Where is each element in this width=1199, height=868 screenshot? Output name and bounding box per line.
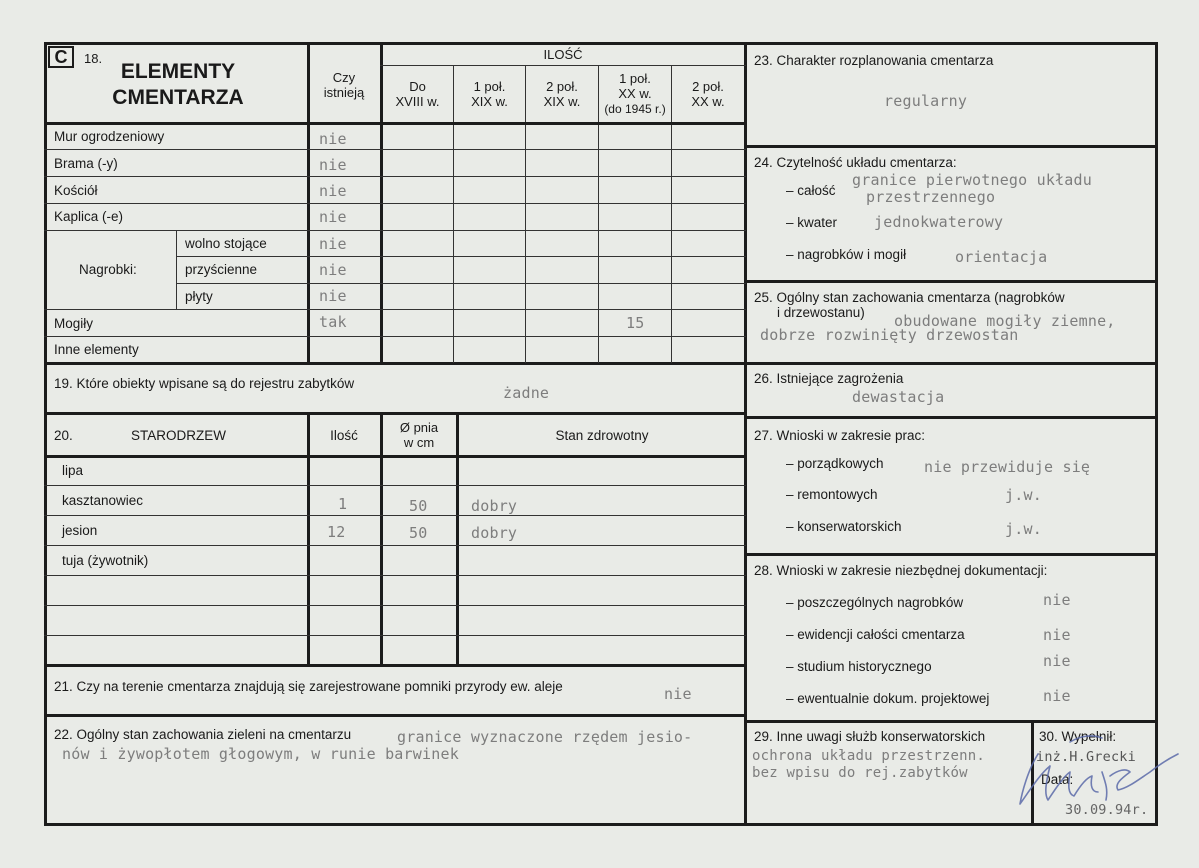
- sec30-name: inż.H.Grecki: [1036, 749, 1136, 765]
- period-l2: XVIII w.: [395, 94, 440, 109]
- tree-diam: 50: [409, 524, 428, 542]
- sec24-label: 24. Czytelność układu cmentarza:: [754, 155, 957, 170]
- sec30-date: 30.09.94r.: [1065, 802, 1149, 818]
- nagrobki-label: Nagrobki:: [79, 262, 137, 277]
- row-label: Kościół: [54, 183, 98, 198]
- sec29-value-2: bez wpisu do rej.zabytków: [752, 765, 968, 781]
- sec28-item-value: nie: [1043, 687, 1071, 705]
- divider-19-20: [44, 412, 746, 415]
- period-l2: XX w.: [691, 94, 725, 109]
- grid-line: [176, 230, 177, 309]
- grid-line: [453, 65, 454, 363]
- calosc-value-2: przestrzennego: [866, 188, 996, 206]
- row-label: Mogiły: [54, 316, 94, 331]
- sec28-item-label: – studium historycznego: [786, 659, 932, 674]
- nagrobkow-label: – nagrobków i mogił: [786, 247, 907, 262]
- tree-diam: 50: [409, 497, 428, 515]
- period-l1: 1 poł.: [619, 71, 651, 86]
- sec20-number: 20.: [54, 428, 73, 443]
- col-pien-l2: w cm: [403, 435, 435, 450]
- signature-scribble: [1010, 722, 1190, 822]
- calosc-value-1: granice pierwotnego układu: [852, 171, 1092, 189]
- sec25-label-2: i drzewostanu): [777, 305, 865, 320]
- sec28-item-value: nie: [1043, 652, 1071, 670]
- czy-l1: Czy: [332, 70, 356, 85]
- sec28-item-value: nie: [1043, 591, 1071, 609]
- kwater-value: jednokwaterowy: [874, 213, 1004, 231]
- sec20-title: STARODRZEW: [131, 428, 226, 443]
- grid-line: [671, 65, 672, 363]
- typed-value: nie: [319, 287, 347, 305]
- grid-line: [307, 413, 310, 665]
- period-l1: 1 poł.: [473, 79, 506, 94]
- sec30-label: 30. Wypełnił:: [1039, 729, 1117, 744]
- tree-name: lipa: [62, 463, 84, 478]
- row-label: Brama (-y): [54, 156, 118, 171]
- period-l3: (do 1945 r.): [604, 102, 666, 116]
- sec18-title-2: CMENTARZA: [112, 86, 244, 109]
- sec26-value: dewastacja: [852, 388, 945, 406]
- divider-23-24: [744, 145, 1158, 148]
- sec18-title-1: ELEMENTY: [120, 60, 236, 83]
- czy-istnieja-header: [309, 70, 379, 100]
- row-label: przyścienne: [185, 262, 258, 277]
- sec28-item-label: – poszczególnych nagrobków: [786, 595, 964, 610]
- grid-line: [44, 176, 746, 177]
- divider-26-27: [744, 416, 1158, 419]
- grid-line: [176, 283, 746, 284]
- sec27-item-value: nie przewiduje się: [924, 458, 1091, 476]
- sec25-label-1: 25. Ogólny stan zachowania cmentarza (nagrobków: [754, 290, 1065, 305]
- typed-value: nie: [319, 156, 347, 174]
- divider-20-21: [44, 664, 746, 667]
- divider-21-22: [44, 714, 746, 717]
- grid-line: [44, 309, 746, 310]
- divider-25-26: [744, 362, 1158, 365]
- sec27-item-value: j.w.: [1005, 520, 1042, 538]
- sec28-item-label: – ewidencji całości cmentarza: [786, 627, 965, 642]
- sec25-value-2: dobrze rozwinięty drzewostan: [760, 326, 1019, 344]
- sec22-value-2: nów i żywopłotem głogowym, w runie barwinek: [62, 745, 459, 763]
- sec30-date-label: Data:: [1041, 772, 1074, 787]
- grid-line: [44, 336, 746, 337]
- sec27-label: 27. Wnioski w zakresie prac:: [754, 428, 926, 443]
- grid-line: [44, 230, 746, 231]
- grid-line: [44, 485, 746, 486]
- section-badge: C: [48, 46, 74, 68]
- divider-18-19: [44, 362, 746, 365]
- grid-line: [456, 413, 459, 665]
- period-header: [599, 71, 671, 117]
- period-l2: XIX w.: [471, 94, 508, 109]
- tree-qty: 1: [338, 495, 348, 513]
- sec27-item-label: – konserwatorskich: [786, 519, 902, 534]
- tree-qty: 12: [327, 523, 346, 541]
- tree-state: dobry: [471, 524, 518, 542]
- divider-24-25: [744, 280, 1158, 283]
- mogily-count: 15: [626, 314, 645, 332]
- typed-value: nie: [319, 182, 347, 200]
- sec28-item-label: – ewentualnie dokum. projektowej: [786, 691, 990, 706]
- typed-value: nie: [319, 235, 347, 253]
- grid-line: [176, 256, 746, 257]
- sec29-label: 29. Inne uwagi służb konserwatorskich: [754, 729, 986, 744]
- sec22-value-1: granice wyznaczone rzędem jesio-: [397, 728, 693, 746]
- col-stan: Stan zdrowotny: [555, 428, 649, 443]
- calosc-label: – całość: [786, 183, 836, 198]
- grid-line: [380, 65, 746, 66]
- grid-line: [525, 65, 526, 363]
- row-label: wolno stojące: [185, 236, 267, 251]
- grid-line: [44, 122, 746, 125]
- nagrobkow-value: orientacja: [955, 248, 1048, 266]
- sec25-value-1: obudowane mogiły ziemne,: [894, 312, 1116, 330]
- sec22-label: 22. Ogólny stan zachowania zieleni na cmentarzu: [54, 727, 352, 742]
- typed-value: tak: [319, 313, 347, 331]
- tree-state: dobry: [471, 497, 518, 515]
- grid-line: [380, 413, 383, 665]
- grid-line: [44, 203, 746, 204]
- grid-line: [44, 635, 746, 636]
- period-header: [526, 79, 598, 109]
- grid-line: [44, 575, 746, 576]
- period-l2: XX w.: [618, 86, 652, 101]
- sec27-item-label: – remontowych: [786, 487, 878, 502]
- sec26-label: 26. Istniejące zagrożenia: [754, 371, 904, 386]
- row-label: Inne elementy: [54, 342, 139, 357]
- typed-value: nie: [319, 208, 347, 226]
- row-label: Mur ogrodzeniowy: [54, 129, 165, 144]
- sec23-label: 23. Charakter rozplanowania cmentarza: [754, 53, 994, 68]
- grid-line: [44, 149, 746, 150]
- sec29-value-1: ochrona układu przestrzenn.: [752, 748, 985, 764]
- grid-line: [44, 605, 746, 606]
- period-l1: 2 poł.: [692, 79, 724, 94]
- sec21-value: nie: [664, 685, 692, 703]
- kwater-label: – kwater: [786, 215, 838, 230]
- sec19-label: 19. Które obiekty wpisane są do rejestru zabytków: [54, 376, 355, 391]
- grid-line: [44, 515, 746, 516]
- czy-l2: istnieją: [323, 85, 365, 100]
- col-pien: [382, 420, 456, 450]
- grid-line: [44, 455, 746, 458]
- typed-value: nie: [319, 130, 347, 148]
- period-l1: 2 poł.: [546, 79, 578, 94]
- row-label: płyty: [185, 289, 213, 304]
- sec21-label: 21. Czy na terenie cmentarza znajdują się zarejestrowane pomniki przyrody ew. aleje: [54, 679, 563, 694]
- tree-name: tuja (żywotnik): [62, 553, 149, 568]
- period-l1: Do: [409, 79, 426, 94]
- tree-name: jesion: [62, 523, 98, 538]
- sec28-item-value: nie: [1043, 626, 1071, 644]
- grid-line: [44, 545, 746, 546]
- sec27-item-label: – porządkowych: [786, 456, 884, 471]
- period-header: [382, 79, 453, 109]
- period-header: [672, 79, 744, 109]
- sec19-value: żadne: [503, 384, 550, 402]
- sec28-label: 28. Wnioski w zakresie niezbędnej dokumentacji:: [754, 563, 1048, 578]
- divider-27-28: [744, 553, 1158, 556]
- row-label: Kaplica (-e): [54, 209, 124, 224]
- ilosc-header: ILOŚĆ: [543, 47, 583, 62]
- col-pien-l1: Ø pnia: [399, 420, 439, 435]
- sec18-number: 18.: [84, 51, 103, 66]
- period-l2: XIX w.: [543, 94, 581, 109]
- tree-name: kasztanowiec: [62, 493, 144, 508]
- col-ilosc: Ilość: [330, 428, 358, 443]
- sec27-item-value: j.w.: [1005, 486, 1042, 504]
- period-header: [454, 79, 525, 109]
- typed-value: nie: [319, 261, 347, 279]
- sec23-value: regularny: [884, 92, 968, 110]
